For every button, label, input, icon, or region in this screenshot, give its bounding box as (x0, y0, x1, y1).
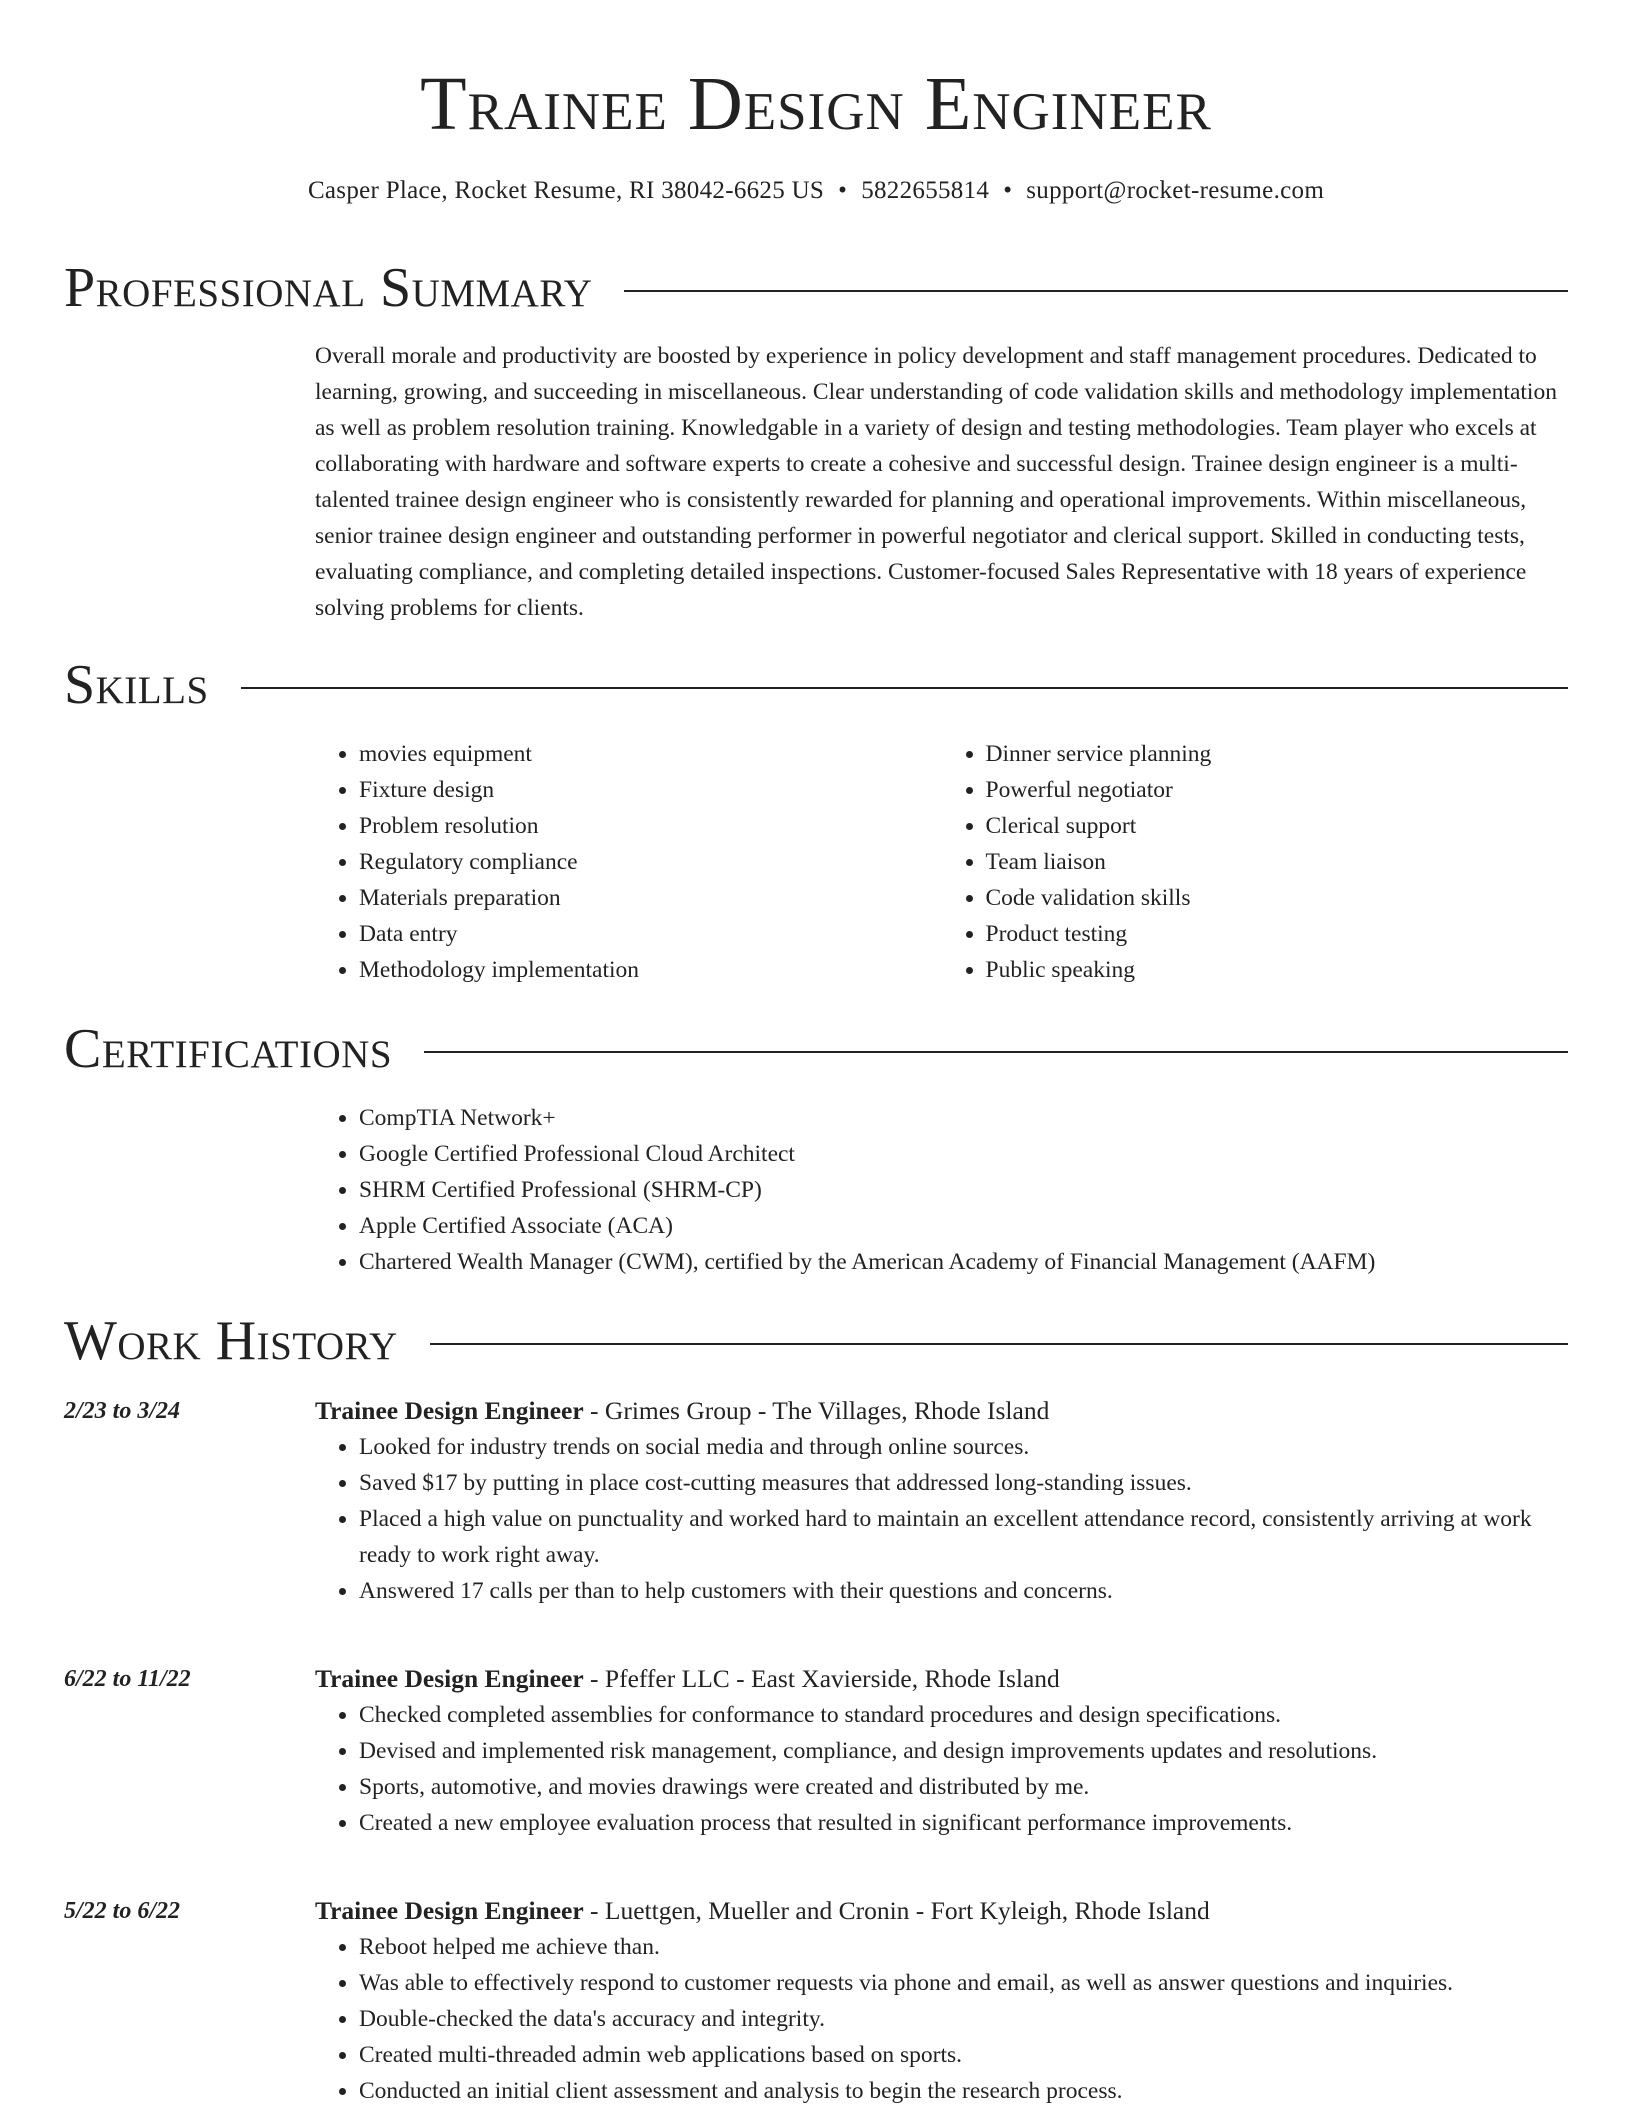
job-bullet: • Double-checked the data's accuracy and integrity. (359, 2001, 1568, 2037)
job-bullet: • Conducted an initial client assessment and analysis to begin the research process. (359, 2073, 1568, 2109)
skill-item: • Materials preparation (359, 880, 942, 916)
skills-heading (64, 653, 1568, 717)
skill-item: • Powerful negotiator (986, 772, 1569, 808)
summary-text: Overall morale and productivity are boosted by experience in policy development and staff management procedures. Dedicated to learning, growing, and succeeding in miscellaneous. Clear understanding of code validation skills and methodology implementation as well as problem resolution training. Knowledgable in a variety of design and testing methodologies. Team player who excels at collaborating with hardware and software experts to create a cohesive and successful design. Trainee design engineer is a multi-talented trainee design engineer who is consistently rewarded for planning and operational improvements. Within miscellaneous, senior trainee design engineer and outstanding performer in powerful negotiator and clerical support. Skilled in conducting tests, evaluating compliance, and completing detailed inspections. Customer-focused Sales Representative with 18 years of experience solving problems for clients. (315, 343, 1557, 621)
job-bullet: • Looked for industry trends on social media and through online sources. (359, 1429, 1568, 1465)
work-title: Work History (64, 1310, 398, 1372)
skill-item: • Dinner service planning (986, 736, 1569, 772)
job-bullet: • Answered 17 calls per than to help customers with their questions and concerns. (359, 1573, 1568, 1609)
certifications-rule (424, 1051, 1568, 1053)
certification-item: • Chartered Wealth Manager (CWM), certified by the American Academy of Financial Management (AAFM) (359, 1244, 1568, 1280)
job-details: - Grimes Group - The Villages, Rhode Island (583, 1396, 1050, 1425)
skill-item: • Team liaison (986, 844, 1569, 880)
summary-section (315, 338, 1568, 626)
skill-item: • Code validation skills (986, 880, 1569, 916)
job-entry (315, 1393, 1568, 1609)
certification-item: • Apple Certified Associate (ACA) (359, 1208, 1568, 1244)
job-bullet: • Placed a high value on punctuality and worked hard to maintain an excellent attendance record, consistently arriving at work ready to work right away. (359, 1501, 1568, 1573)
job-bullet: • Reboot helped me achieve than. (359, 1929, 1568, 1965)
job-bullet: • Created a new employee evaluation process that resulted in significant performance improvements. (359, 1805, 1568, 1841)
job-role: Trainee Design Engineer (315, 1396, 584, 1425)
job-role: Trainee Design Engineer (315, 1664, 584, 1693)
job-details: - Pfeffer LLC - East Xavierside, Rhode Island (583, 1664, 1060, 1693)
certifications-heading (64, 1017, 1568, 1081)
job-dates: 5/22 to 6/22 (64, 1898, 181, 1924)
contact-phone[interactable]: 5822655814 (861, 177, 990, 204)
job-bullet: • Devised and implemented risk management, compliance, and design improvements updates and resolutions. (359, 1733, 1568, 1769)
skills-rule (241, 687, 1568, 689)
skill-item: • movies equipment (359, 736, 942, 772)
skill-item: • Methodology implementation (359, 952, 942, 988)
work-rule (430, 1343, 1568, 1345)
resume-name: Trainee Design Engineer (420, 62, 1212, 146)
skill-item: • Fixture design (359, 772, 942, 808)
summary-title: Professional Summary (64, 257, 593, 319)
job-title (315, 1893, 1568, 1929)
skill-item: • Problem resolution (359, 808, 942, 844)
job-title (315, 1393, 1568, 1429)
certification-item: • SHRM Certified Professional (SHRM-CP) (359, 1172, 1568, 1208)
skills-list-left (315, 736, 942, 988)
job-bullet: • Checked completed assemblies for conformance to standard procedures and design specifications. (359, 1697, 1568, 1733)
job-dates: 2/23 to 3/24 (64, 1398, 181, 1424)
certifications-title: Certifications (64, 1018, 393, 1080)
certifications-list (315, 1100, 1568, 1280)
contact-separator: • (838, 177, 848, 204)
contact-separator: • (1003, 177, 1013, 204)
job-bullets (315, 1697, 1568, 1841)
skills-section (315, 736, 1568, 988)
job-bullets (315, 1429, 1568, 1609)
skills-title: Skills (64, 654, 209, 716)
skills-list-right (942, 736, 1569, 988)
skill-item: • Product testing (986, 916, 1569, 952)
certification-item: • CompTIA Network+ (359, 1100, 1568, 1136)
contact-address: Casper Place, Rocket Resume, RI 38042-6625 US (307, 177, 825, 204)
contact-email[interactable]: support@rocket-resume.com (1026, 177, 1325, 204)
job-dates: 6/22 to 11/22 (64, 1666, 191, 1692)
job-bullet: • Sports, automotive, and movies drawings were created and distributed by me. (359, 1769, 1568, 1805)
job-title (315, 1661, 1568, 1697)
skill-item: • Public speaking (986, 952, 1569, 988)
job-bullet: • Saved $17 by putting in place cost-cutting measures that addressed long-standing issues. (359, 1465, 1568, 1501)
certifications-section (315, 1100, 1568, 1280)
contact-line (0, 174, 1632, 208)
job-bullets (315, 1929, 1568, 2109)
job-entry (315, 1661, 1568, 1841)
job-role: Trainee Design Engineer (315, 1896, 584, 1925)
job-bullet: • Was able to effectively respond to customer requests via phone and email, as well as answer questions and inquiries. (359, 1965, 1568, 2001)
skill-item: • Regulatory compliance (359, 844, 942, 880)
certification-item: • Google Certified Professional Cloud Architect (359, 1136, 1568, 1172)
job-entry (315, 1893, 1568, 2109)
work-heading (64, 1309, 1568, 1373)
skill-item: • Data entry (359, 916, 942, 952)
job-bullet: • Created multi-threaded admin web applications based on sports. (359, 2037, 1568, 2073)
summary-heading (64, 256, 1568, 320)
skill-item: • Clerical support (986, 808, 1569, 844)
job-details: - Luettgen, Mueller and Cronin - Fort Kyleigh, Rhode Island (583, 1896, 1210, 1925)
summary-rule (624, 290, 1568, 292)
